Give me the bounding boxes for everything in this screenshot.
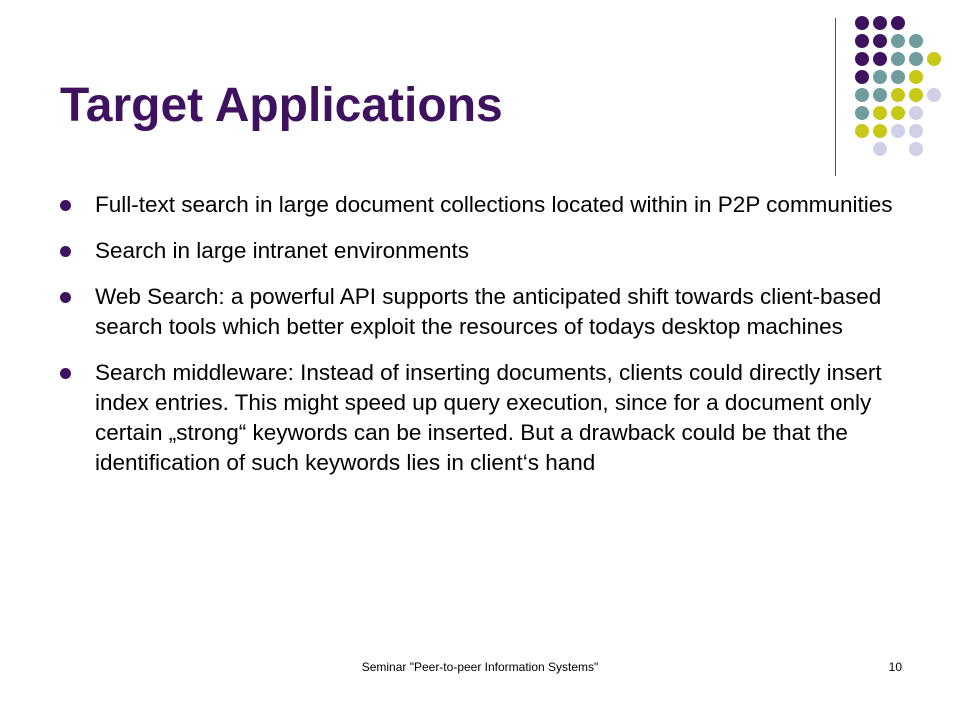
decorative-dot-icon — [855, 52, 869, 66]
decorative-dot-icon — [873, 34, 887, 48]
decorative-dot-icon — [909, 52, 923, 66]
decorative-dot-icon — [909, 124, 923, 138]
bullet-text: Search middleware: Instead of inserting documents, clients could directly insert index entries. This might speed up query execution, since for a document only certain „strong“ keywords can be inserted. But a drawback could be that the identification of such keywords lies in client‘s hand — [95, 360, 882, 475]
decorative-dot-icon — [855, 88, 869, 102]
decorative-dot-icon — [891, 70, 905, 84]
decorative-dot-icon — [891, 34, 905, 48]
decorative-dot-icon — [855, 124, 869, 138]
slide-footer: Seminar "Peer-to-peer Information Systems" — [361, 660, 599, 674]
bullet-dot-icon — [60, 368, 71, 379]
bullet-dot-icon — [60, 246, 71, 257]
decorative-dot-icon — [891, 106, 905, 120]
bullet-list — [60, 190, 910, 494]
decorative-dot-icon — [891, 52, 905, 66]
decorative-dot-icon — [891, 16, 905, 30]
decorative-dot-icon — [873, 124, 887, 138]
decorative-dot-icon — [855, 16, 869, 30]
decorative-dot-icon — [927, 52, 941, 66]
bullet-item — [60, 358, 910, 478]
vertical-divider-line — [835, 18, 836, 176]
decorative-dot-icon — [873, 88, 887, 102]
bullet-text: Web Search: a powerful API supports the anticipated shift towards client-based search tools which better exploit the resources of todays desktop machines — [95, 284, 882, 339]
bullet-item — [60, 190, 910, 220]
decorative-dot-icon — [891, 88, 905, 102]
decorative-dot-icon — [873, 52, 887, 66]
decorative-dot-icon — [927, 88, 941, 102]
decorative-dot-icon — [873, 70, 887, 84]
bullet-dot-icon — [60, 292, 71, 303]
decorative-dot-icon — [855, 106, 869, 120]
decorative-dot-icon — [873, 142, 887, 156]
decorative-dot-icon — [873, 106, 887, 120]
decorative-dot-icon — [909, 106, 923, 120]
decorative-dot-icon — [855, 34, 869, 48]
bullet-text: Search in large intranet environments — [95, 238, 469, 263]
bullet-text: Full-text search in large document collections located within in P2P communities — [95, 192, 893, 217]
slide-title: Target Applications — [60, 79, 503, 132]
bullet-item — [60, 282, 910, 342]
bullet-item — [60, 236, 910, 266]
decorative-dot-icon — [909, 142, 923, 156]
bullet-dot-icon — [60, 200, 71, 211]
decorative-dot-icon — [873, 16, 887, 30]
decorative-dot-grid — [840, 10, 960, 160]
page-number: 10 — [888, 660, 902, 674]
decorative-dot-icon — [909, 34, 923, 48]
decorative-dot-icon — [909, 70, 923, 84]
decorative-dot-icon — [909, 88, 923, 102]
decorative-dot-icon — [891, 124, 905, 138]
decorative-dot-icon — [855, 70, 869, 84]
